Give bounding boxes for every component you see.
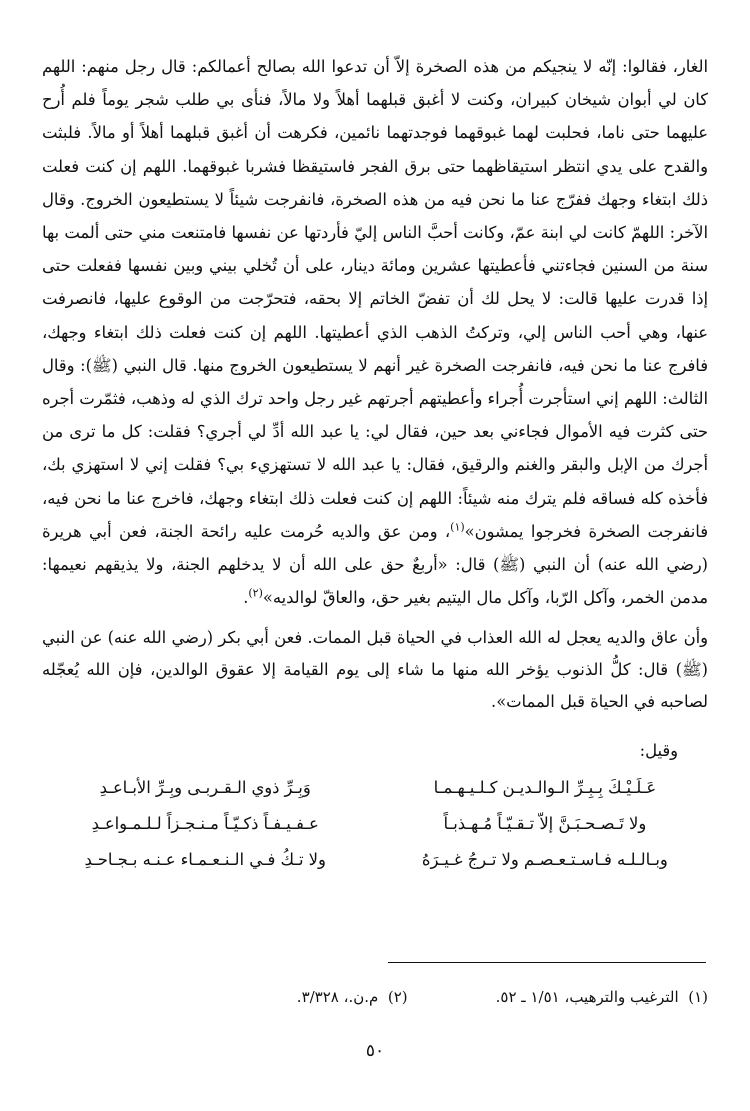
footnote-text: الترغيب والترهيب، ١/٥١ ـ ٥٢. bbox=[495, 988, 679, 1006]
footnote-1 bbox=[496, 984, 708, 1010]
poem bbox=[42, 770, 708, 878]
footnote-ref-2: (٢) bbox=[248, 586, 263, 600]
footnote-2 bbox=[297, 984, 408, 1010]
page-number: ٥٠ bbox=[365, 1041, 385, 1061]
footnote-number: (٢) bbox=[387, 988, 408, 1006]
main-paragraph bbox=[42, 50, 708, 614]
poem-verse bbox=[42, 806, 708, 842]
paragraph-end: . bbox=[243, 588, 249, 608]
verse-second-hemistich: ولا تـكُ فـي الـنـعـمـاء عـنـه بـجـاحـدِ bbox=[84, 850, 326, 870]
page-body bbox=[42, 50, 708, 878]
paragraph-text: الغار، فقالوا: إنّه لا ينجيكم من هذه الصخرة إلاّ أن تدعوا الله بصالح أعمالكم: قال رجل منهم: اللهم كان لي أبوان شيخان كبيران، وكنت لا أغبق قبلهما أهلاً ولا مالاً، فنأى بي طلب شجر يوماً فلم أُرح عليهما حتى ناما، فحلبت لهما غبوقهما فوجدتهما نائمين، فكرهت أن أغبق قبلهما أهلاً أو مالاً. فلبثت والقدح على يدي انتظر استيقاظهما حتى برق الفجر فاستيقظا فشربا غبوقهما. اللهم إن كنت فعلت ذلك ابتغاء وجهك ففرّج عنا ما نحن فيه من هذه الصخرة، فانفرجت شيئاً لا يستطيعون الخروج. وقال الآخر: اللهمّ كانت لي ابنة عمّ، وكانت أحبَّ الناس إليّ فأردتها عن نفسها فامتنعت مني حتى ألمت بها سنة من السنين فجاءتني فأعطيتها عشرين ومائة دينار، على أن تُخلي بيني وبين نفسها ففعلت حتى إذا قدرت عليها قالت: لا يحل لك أن تفضّ الخاتم إلا بحقه، فتحرّجت من الوقوع عليها، فانصرفت عنها، وهي أحب الناس إلي، وتركتُ الذهب الذي أعطيتها. اللهم إن كنت فعلت ذلك ابتغاء وجهك، فافرج عنا ما نحن فيه، فانفرجت الصخرة غير أنهم لا يستطيعون الخروج منها. قال النبي (ﷺ): وقال الثالث: اللهم إني استأجرت أُجراء وأعطيتهم أجرتهم غير رجل واحد ترك الذي له وذهب، فثمّرت أجره حتى كثرت فيه الأموال فجاءني بعد حين، فقال لي: يا عبد الله أدِّ لي أجري؟ فقلت: كل ما ترى من أجرك من الإبل والبقر والغنم والرقيق، فقال: يا عبد الله لا تستهزيء بي؟ فقلت إني لا استهزي بك، فأخذه كله فساقه فلم يترك منه شيئاً: اللهم إن كنت فعلت ذلك ابتغاء وجهك، فاخرج عنا ما نحن فيه، فانفرجت الصخرة فخرجوا يمشون» bbox=[41, 57, 708, 541]
verse-second-hemistich: وَبِـرِّ ذوي الـقـربـى وبِـرِّ الأبـاعـدِ bbox=[99, 778, 311, 798]
footnote-text: م.ن.، ٣/٣٢٨. bbox=[296, 988, 379, 1006]
verse-second-hemistich: عـفـيـفـاً ذكـيّـاً مـنـجـزاً لـلـمـواعـدِ bbox=[91, 814, 319, 834]
verse-first-hemistich: ولا تَـصـحـبَـنَّ إلاّ تـقـيّـاً مُـهـذبـاً bbox=[443, 814, 647, 834]
poem-verse bbox=[42, 842, 708, 878]
footnote-ref-1: (١) bbox=[450, 520, 465, 534]
poem-intro: وقيل: bbox=[639, 741, 678, 761]
footnotes bbox=[42, 984, 708, 1010]
verse-first-hemistich: عَـلَـيْـكَ بِـبِـرِّ الـوالـديـن كـلـيـهـمـا bbox=[433, 778, 657, 798]
footnote-number: (١) bbox=[688, 988, 708, 1006]
poem-verse bbox=[42, 770, 708, 806]
footnote-divider bbox=[388, 962, 706, 963]
paragraph-continuation: ، ومن عق والديه حُرمت عليه رائحة الجنة، فعن أبي هريرة (رضي الله عنه) أن النبي (ﷺ) قال: «أربعٌ حق على الله أن لا يدخلهم الجنة، ولا يذيقهم نعيمها: مدمن الخمر، وآكل الرّبا، وآكل مال اليتيم بغير حق، والعاقّ لوالديه» bbox=[42, 521, 708, 608]
second-paragraph: وأن عاق والديه يعجل له الله العذاب في الحياة قبل الممات. فعن أبي بكر (رضي الله عنه) عن النبي (ﷺ) قال: كلُّ الذنوب يؤخر الله منها ما شاء إلى يوم القيامة إلا عقوق الوالدين، فإن الله يُعجّله لصاحبه في الحياة قبل الممات». bbox=[42, 628, 708, 712]
verse-first-hemistich: وبـالـلـه فـاسـتـعـصـم ولا تـرجُ غـيـرَهُ bbox=[421, 850, 668, 870]
